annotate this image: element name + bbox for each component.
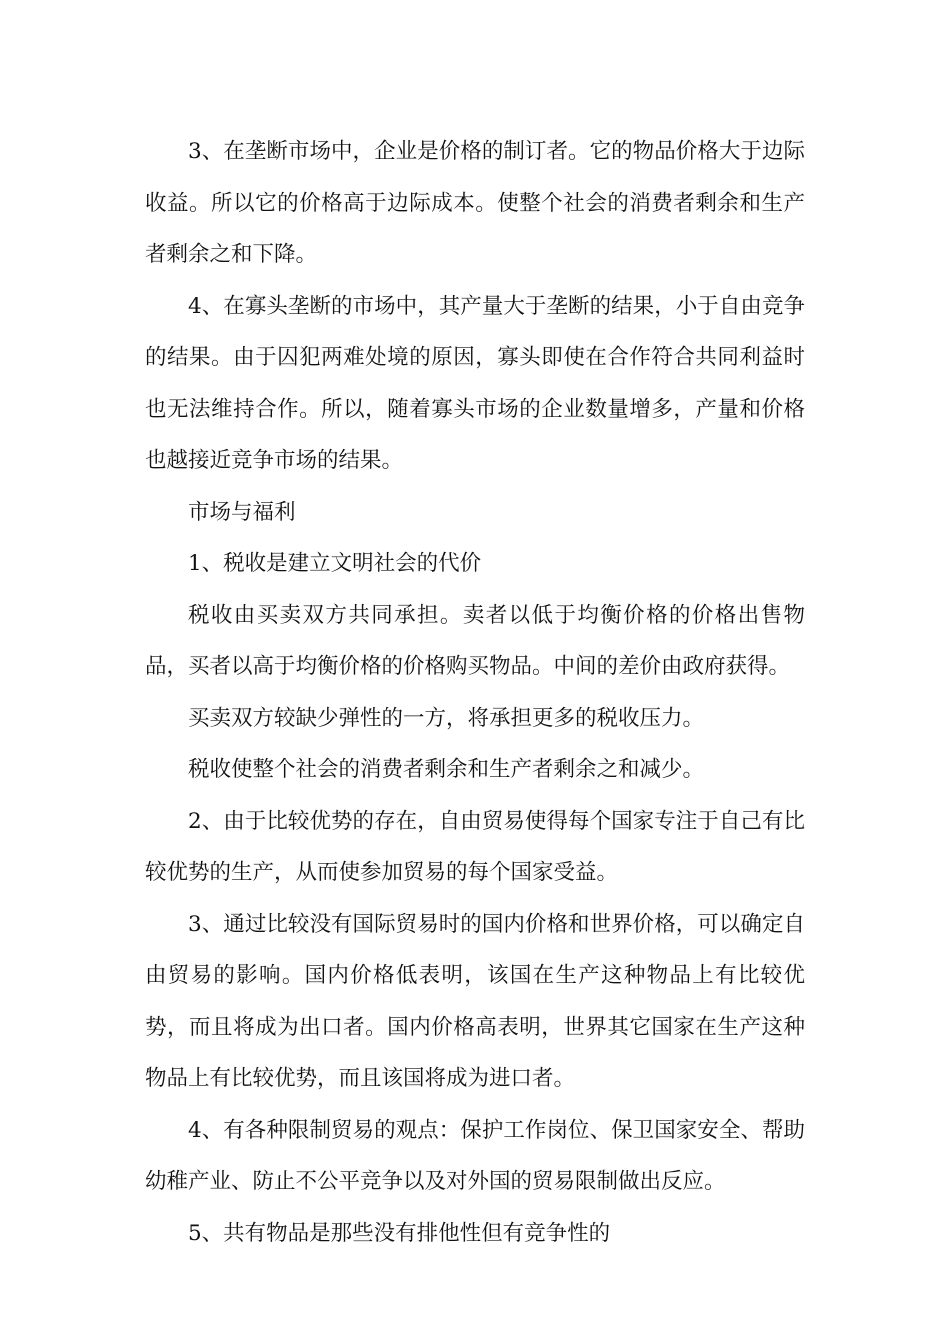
paragraph-comparative-advantage: 2、由于比较优势的存在，自由贸易使得每个国家专注于自己有比较优势的生产，从而使参加贸易的每个国家受益。 <box>145 808 805 885</box>
paragraph-tax-surplus: 税收使整个社会的消费者剩余和生产者剩余之和减少。 <box>188 757 705 782</box>
section-heading-market-welfare: 市场与福利 <box>188 499 296 525</box>
document-body <box>145 126 805 1259</box>
paragraph-tax-elasticity: 买卖双方较缺少弹性的一方，将承担更多的税收压力。 <box>188 705 705 731</box>
paragraph-trade-restrictions: 4、有各种限制贸易的观点：保护工作岗位、保卫国家安全、帮助幼稚产业、防止不公平竞争以及对外国的贸易限制做出反应。 <box>145 1117 805 1194</box>
paragraph-monopoly: 3、在垄断市场中，企业是价格的制订者。它的物品价格大于边际收益。所以它的价格高于边际成本。使整个社会的消费者剩余和生产者剩余之和下降。 <box>145 139 805 267</box>
paragraph-domestic-world-price: 3、通过比较没有国际贸易时的国内价格和世界价格，可以确定自由贸易的影响。国内价格低表明，该国在生产这种物品上有比较优势，而且将成为出口者。国内价格高表明，世界其它国家在生产这种物品上有比较优势，而且该国将成为进口者。 <box>145 911 805 1091</box>
paragraph-common-goods: 5、共有物品是那些没有排他性但有竞争性的 <box>188 1220 611 1246</box>
paragraph-tax-heading: 1、税收是建立文明社会的代价 <box>188 551 482 576</box>
paragraph-tax-burden: 税收由买卖双方共同承担。卖者以低于均衡价格的价格出售物品，买者以高于均衡价格的价格购买物品。中间的差价由政府获得。 <box>145 602 805 679</box>
paragraph-oligopoly: 4、在寡头垄断的市场中，其产量大于垄断的结果，小于自由竞争的结果。由于囚犯两难处境的原因，寡头即使在合作符合共同利益时也无法维持合作。所以，随着寡头市场的企业数量增多，产量和价格也越接近竞争市场的结果。 <box>145 293 805 473</box>
